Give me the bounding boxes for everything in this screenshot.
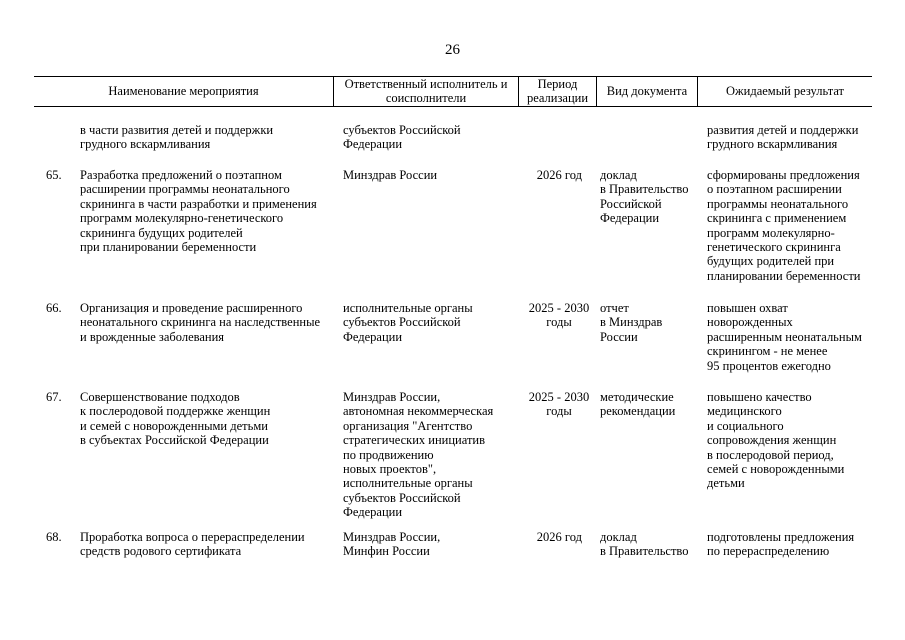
row-name: в части развития детей и поддержки грудного вскармливания (80, 123, 274, 152)
row-executor: субъектов Российской Федерации (343, 123, 461, 152)
row-doc: методические рекомендации (600, 390, 676, 419)
row-period: 2025 - 2030 годы (528, 301, 590, 330)
row-executor: Минздрав России (343, 168, 438, 182)
row-doc: отчет в Минздрав России (600, 301, 663, 344)
row-period: 2025 - 2030 годы (528, 390, 590, 419)
row-doc: доклад в Правительство (600, 530, 689, 559)
header-executor: Ответственный исполнитель и соисполнители (344, 77, 508, 105)
row-result: сформированы предложения о поэтапном расширении программы неонатального скрининга с применением программ молекулярно- генетического скрининга будущих родителей при планировании беременности (707, 168, 861, 283)
row-result: повышен охват новорожденных расширенным неонатальным скринингом - не менее 95 процентов ежегодно (707, 301, 862, 373)
row-name: Проработка вопроса о перераспределении средств родового сертификата (80, 530, 305, 559)
row-result: повышено качество медицинского и социального сопровождения женщин в послеродовой период, семей с новорожденными детьми (707, 390, 845, 491)
row-name: Совершенствование подходов к послеродовой поддержке женщин и семей с новорожденными детьми в субъектах Российской Федерации (80, 390, 271, 448)
row-number: 68. (46, 530, 62, 544)
table-header-rule (34, 106, 872, 107)
row-executor: Минздрав России, Минфин России (343, 530, 441, 559)
row-name: Разработка предложений о поэтапном расширении программы неонатального скрининга в части разработки и применения программ молекулярно-генетического скрининга будущих родителей при планировании беременности (80, 168, 317, 255)
row-number: 67. (46, 390, 62, 404)
header-name: Наименование мероприятия (108, 84, 259, 98)
header-period: Период реализации (526, 77, 589, 105)
row-doc: доклад в Правительство Российской Федерации (600, 168, 689, 226)
row-executor: исполнительные органы субъектов Российской Федерации (343, 301, 473, 344)
row-period: 2026 год (536, 168, 582, 182)
row-number: 66. (46, 301, 62, 315)
header-doc: Вид документа (606, 84, 688, 98)
page-number: 26 (445, 42, 460, 58)
row-executor: Минздрав России, автономная некоммерческая организация "Агентство стратегических инициатив по продвижению новых проектов", исполнительные органы субъектов Российской Федерации (343, 390, 494, 520)
row-result: развития детей и поддержки грудного вскармливания (707, 123, 859, 152)
row-name: Организация и проведение расширенного неонатального скрининга на наследственные и врожденные заболевания (80, 301, 321, 344)
row-period: 2026 год (536, 530, 582, 544)
row-number: 65. (46, 168, 62, 182)
header-result: Ожидаемый результат (725, 84, 845, 98)
row-result: подготовлены предложения по перераспределению (707, 530, 855, 559)
